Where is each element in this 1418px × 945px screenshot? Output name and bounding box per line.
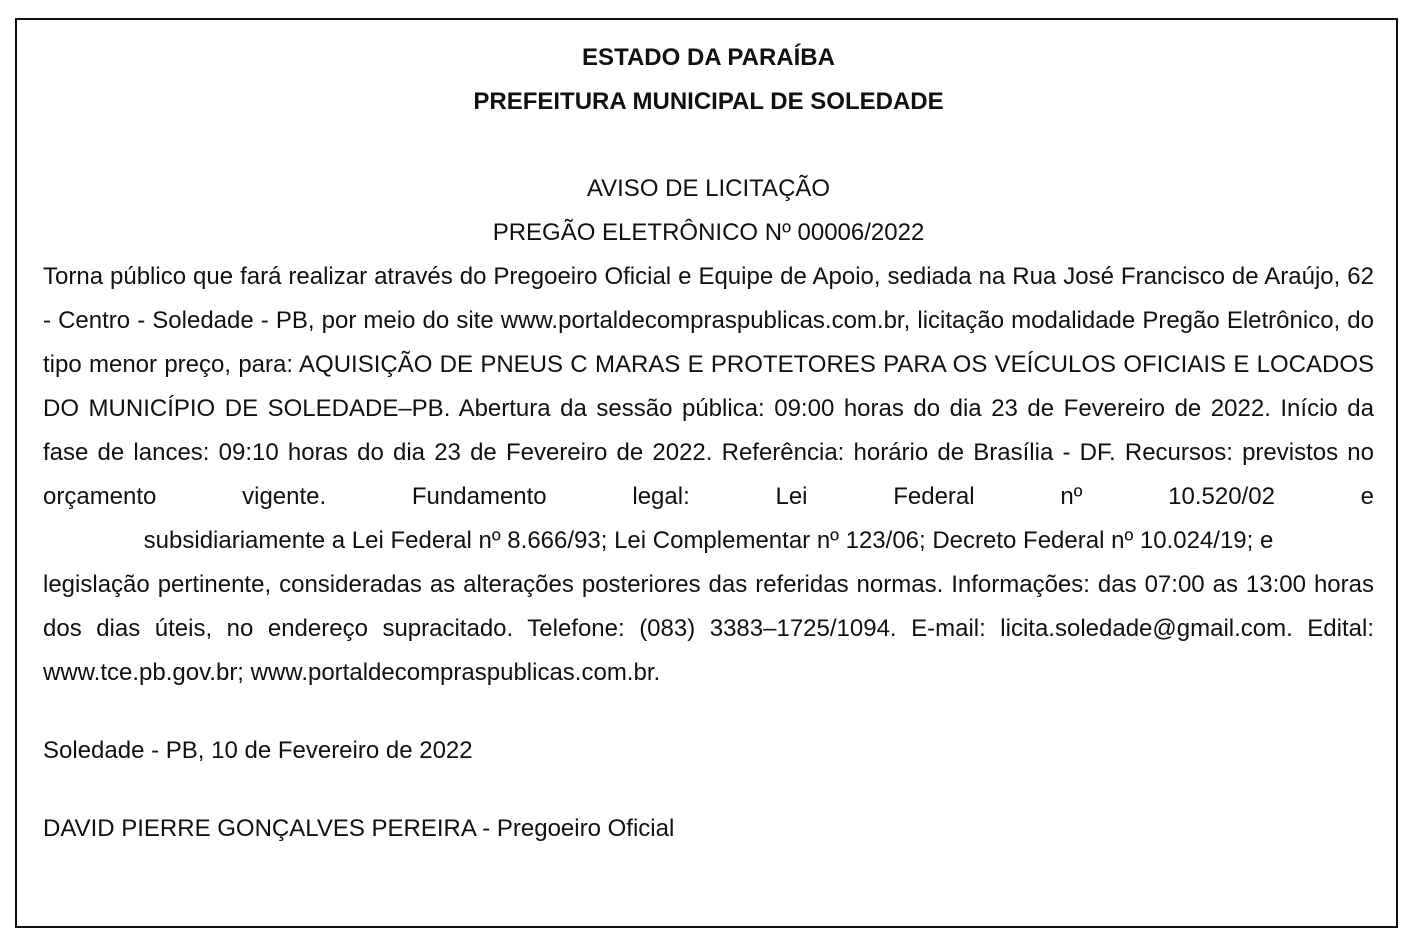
notice-body-paragraph-3: legislação pertinente, consideradas as alterações posteriores das referidas normas. Informações: das 07:00 as 13:00 horas dos dias úteis, no endereço supracitado. Telefone: (083) 3383–1725/1094. E-mail: licita.soledade@gmail.com. Edital: www.tce.pb.gov.br; www.portaldecompraspublicas.com.br. — [43, 571, 1374, 686]
state-heading: ESTADO DA PARAÍBA — [582, 44, 835, 71]
notice-subtitle: PREGÃO ELETRÔNICO Nº 00006/2022 — [492, 219, 925, 246]
prefecture-heading: PREFEITURA MUNICIPAL DE SOLEDADE — [473, 88, 944, 115]
signatory: DAVID PIERRE GONÇALVES PEREIRA - Pregoeiro Oficial — [43, 815, 675, 842]
header-gap — [43, 124, 1374, 167]
body-gap — [43, 695, 1374, 729]
place-date: Soledade - PB, 10 de Fevereiro de 2022 — [43, 737, 473, 764]
notice-title: AVISO DE LICITAÇÃO — [586, 175, 831, 202]
notice-body-paragraph-2: subsidiariamente a Lei Federal nº 8.666/93; Lei Complementar nº 123/06; Decreto Federal nº 10.024/19; e — [143, 527, 1274, 554]
signature-gap — [43, 773, 1374, 807]
notice-body-paragraph-1: Torna público que fará realizar através do Pregoeiro Oficial e Equipe de Apoio, sediada na Rua José Francisco de Araújo, 62 - Centro - Soledade - PB, por meio do site www.portaldecompraspublicas.com.br, licitação modalidade Pregão Eletrônico, do tipo menor preço, para: AQUISIÇÃO DE PNEUS C MARAS E PROTETORES PARA OS VEÍCULOS OFICIAIS E LOCADOS DO MUNICÍPIO DE SOLEDADE–PB. Abertura da sessão pública: 09:00 horas do dia 23 de Fevereiro de 2022. Início da fase de lances: 09:10 horas do dia 23 de Fevereiro de 2022. Referência: horário de Brasília - DF. Recursos: previstos no orçamento vigente. Fundamento legal: Lei Federal nº 10.520/02 e — [43, 263, 1374, 510]
notice-content — [43, 36, 1374, 851]
